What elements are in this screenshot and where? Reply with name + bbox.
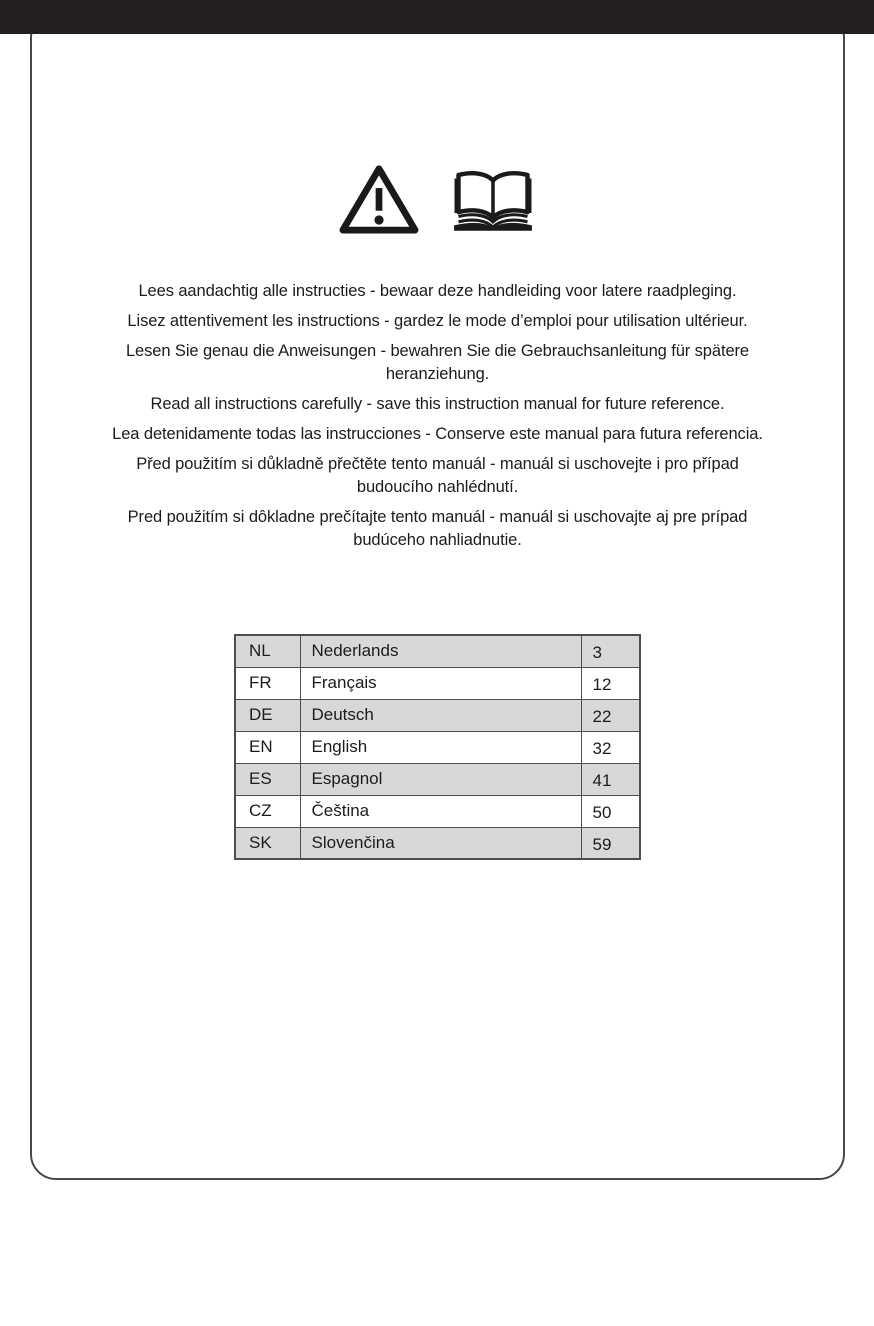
instruction-sk: Pred použitím si dôkladne prečítajte tento manuál - manuál si uschovajte aj pre prípad budúceho nahliadnutie. — [127, 508, 748, 549]
instruction-es: Lea detenidamente todas las instrucciones - Conserve este manual para futura referencia. — [112, 425, 763, 443]
table-row — [235, 763, 640, 795]
table-row — [235, 795, 640, 827]
cell-language: Espagnol — [300, 763, 581, 795]
cell-code: ES — [235, 763, 300, 795]
top-black-bar — [0, 0, 874, 34]
cell-language: Nederlands — [300, 635, 581, 667]
instruction-fr: Lisez attentivement les instructions - gardez le mode d’emploi pour utilisation ultérieur. — [127, 312, 748, 330]
cell-page: 32 — [581, 731, 640, 763]
cell-language: Français — [300, 667, 581, 699]
cell-code: EN — [235, 731, 300, 763]
table-row — [235, 699, 640, 731]
cell-language: Deutsch — [300, 699, 581, 731]
instruction-nl: Lees aandachtig alle instructies - bewaar deze handleiding voor latere raadpleging. — [138, 282, 737, 300]
cell-page: 12 — [581, 667, 640, 699]
table-row — [235, 731, 640, 763]
read-manual-book-icon — [447, 167, 539, 236]
cell-code: DE — [235, 699, 300, 731]
table-row — [235, 827, 640, 859]
language-table — [234, 634, 641, 860]
instruction-cz: Před použitím si důkladně přečtěte tento manuál - manuál si uschovejte i pro případ budoucího nahlédnutí. — [136, 455, 739, 496]
cell-page: 50 — [581, 795, 640, 827]
table-row — [235, 635, 640, 667]
instruction-en: Read all instructions carefully - save this instruction manual for future reference. — [150, 395, 725, 413]
instruction-de: Lesen Sie genau die Anweisungen - bewahren Sie die Gebrauchsanleitung für spätere heranziehung. — [125, 342, 749, 383]
warning-triangle-icon — [337, 162, 421, 236]
cell-page: 41 — [581, 763, 640, 795]
safety-icons-row — [32, 162, 843, 236]
language-table-body — [235, 635, 640, 859]
cell-code: SK — [235, 827, 300, 859]
cell-code: CZ — [235, 795, 300, 827]
cell-language: Slovenčina — [300, 827, 581, 859]
table-row — [235, 667, 640, 699]
cell-language: English — [300, 731, 581, 763]
cell-code: NL — [235, 635, 300, 667]
cell-page: 22 — [581, 699, 640, 731]
instructions — [67, 280, 809, 552]
cell-page: 3 — [581, 635, 640, 667]
cell-language: Čeština — [300, 795, 581, 827]
page-content — [32, 162, 843, 1326]
cell-page: 59 — [581, 827, 640, 859]
page-border-box — [30, 12, 845, 1180]
cell-code: FR — [235, 667, 300, 699]
